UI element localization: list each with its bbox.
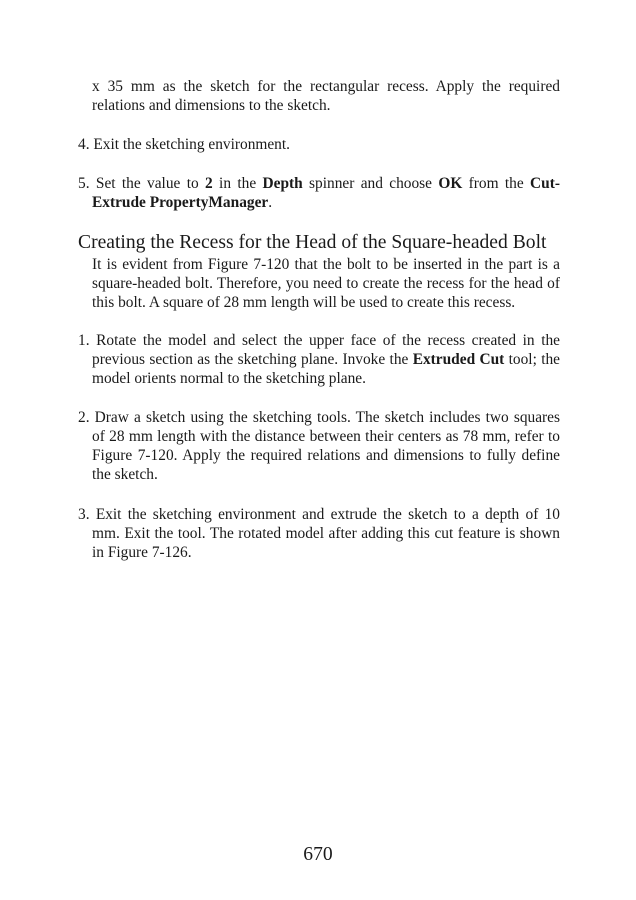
step-5-value: 2 [205,175,213,192]
step-1-text-1: 1. Rotate the model and select the upper face of the recess created in the previous section as the sketching plane. Invoke the [78,332,560,368]
step-5-ok: OK [438,175,463,192]
step-1 [78,331,560,388]
section-heading: Creating the Recess for the Head of the Square-headed Bolt [78,232,547,253]
step-5 [78,174,560,212]
step-3: 3. Exit the sketching environment and extrude the sketch to a depth of 10 mm. Exit the tool. The rotated model after adding this cut feature is shown in Figure 7-126. [78,506,560,561]
section-intro: It is evident from Figure 7-120 that the bolt to be inserted in the part is a square-headed bolt. Therefore, you need to create the recess for the head of this bolt. A square of 28 mm length will be used to create this recess. [92,256,560,311]
step-5-text-5: . [268,194,273,211]
step-2: 2. Draw a sketch using the sketching tools. The sketch includes two squares of 28 mm length with the distance between their centers as 78 mm, refer to Figure 7-120. Apply the required relations and dimensions to fully define the sketch. [78,409,560,483]
step-5-text-3: spinner and choose [302,175,439,192]
page-number: 670 [303,844,333,865]
intro-continuation: x 35 mm as the sketch for the rectangular recess. Apply the required relations and dimensions to the sketch. [92,78,560,114]
step-4: 4. Exit the sketching environment. [78,136,291,153]
step-5-manager: Cut-Extrude PropertyManager [92,175,560,211]
step-5-spinner: Depth [262,175,303,192]
step-5-text-1: 5. Set the value to [78,175,206,192]
step-1-text-2: tool; the model orients normal to the sketching plane. [92,351,560,387]
step-5-text-2: in the [212,175,263,192]
step-5-text-4: from the [462,175,531,192]
step-1-tool: Extruded Cut [412,351,505,368]
